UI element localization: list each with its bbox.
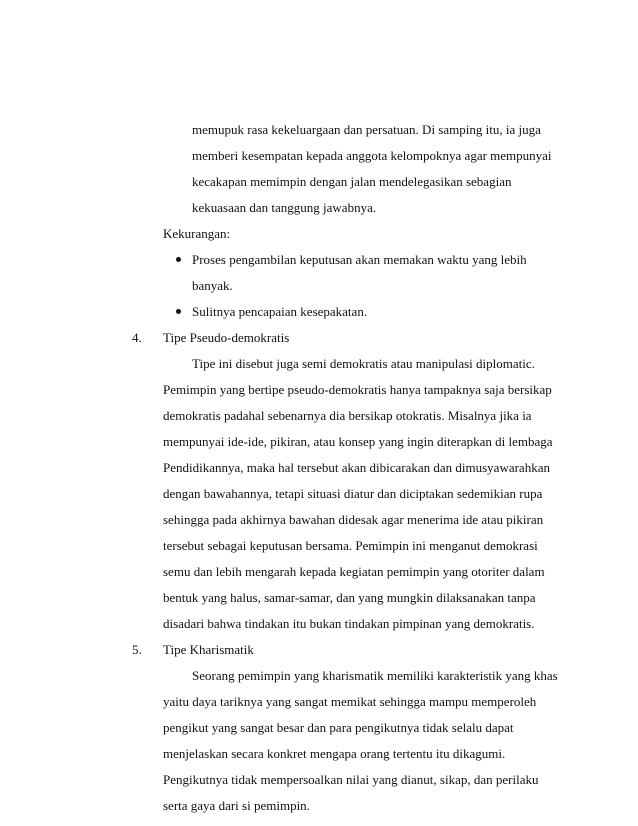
section4-line: dengan bawahannya, tetapi situasi diatur dan diciptakan sedemikian rupa [163, 486, 543, 501]
section4-line: mempunyai ide-ide, pikiran, atau konsep yang ingin diterapkan di lembaga [163, 434, 553, 449]
section4-line: semu dan lebih mengarah kepada kegiatan pemimpin yang otoriter dalam [163, 564, 545, 579]
section4-line: demokratis padahal sebenarnya dia bersikap otokratis. Misalnya jika ia [163, 408, 532, 423]
section4-line: disadari bahwa tindakan itu bukan tindakan pimpinan yang demokratis. [163, 616, 535, 631]
section4-line: Tipe ini disebut juga semi demokratis atau manipulasi diplomatic. [192, 356, 535, 371]
section5-line: serta gaya dari si pemimpin. [163, 798, 310, 813]
bullet-dot-icon [176, 257, 181, 262]
continuation-line: memberi kesempatan kepada anggota kelompoknya agar mempunyai [192, 148, 552, 163]
kekurangan-bullet-line: Sulitnya pencapaian kesepakatan. [192, 304, 368, 319]
section5-line: Seorang pemimpin yang kharismatik memiliki karakteristik yang khas [192, 668, 558, 683]
kekurangan-bullet-line: banyak. [192, 278, 233, 293]
section5-line: yaitu daya tariknya yang sangat memikat sehingga mampu memperoleh [163, 694, 537, 709]
section5-line: pengikut yang sangat besar dan para pengikutnya tidak selalu dapat [163, 720, 514, 735]
bullet-dot-icon [176, 309, 181, 314]
section4-line: sehingga pada akhirnya bawahan didesak agar menerima ide atau pikiran [163, 512, 544, 527]
section5-line: Pengikutnya tidak mempersoalkan nilai yang dianut, sikap, dan perilaku [163, 772, 539, 787]
section4-line: Pendidikannya, maka hal tersebut akan dibicarakan dan dimusyawarahkan [163, 460, 550, 475]
section4-line: bentuk yang halus, samar-samar, dan yang mungkin dilaksanakan tanpa [163, 590, 536, 605]
section-number: 5. [132, 642, 142, 657]
section-title: Tipe Pseudo-demokratis [163, 330, 290, 345]
kekurangan-heading: Kekurangan: [163, 226, 231, 241]
section4-line: Pemimpin yang bertipe pseudo-demokratis hanya tampaknya saja bersikap [163, 382, 552, 397]
continuation-line: memupuk rasa kekeluargaan dan persatuan. Di samping itu, ia juga [192, 122, 541, 137]
section-number: 4. [132, 330, 142, 345]
section-title: Tipe Kharismatik [163, 642, 254, 657]
continuation-line: kecakapan memimpin dengan jalan mendelegasikan sebagian [192, 174, 512, 189]
section4-line: tersebut sebagai keputusan bersama. Pemimpin ini menganut demokrasi [163, 538, 538, 553]
section5-line: menjelaskan secara konkret mengapa orang tertentu itu dikagumi. [163, 746, 506, 761]
kekurangan-bullet-line: Proses pengambilan keputusan akan memakan waktu yang lebih [192, 252, 527, 267]
continuation-line: kekuasaan dan tanggung jawabnya. [192, 200, 377, 215]
